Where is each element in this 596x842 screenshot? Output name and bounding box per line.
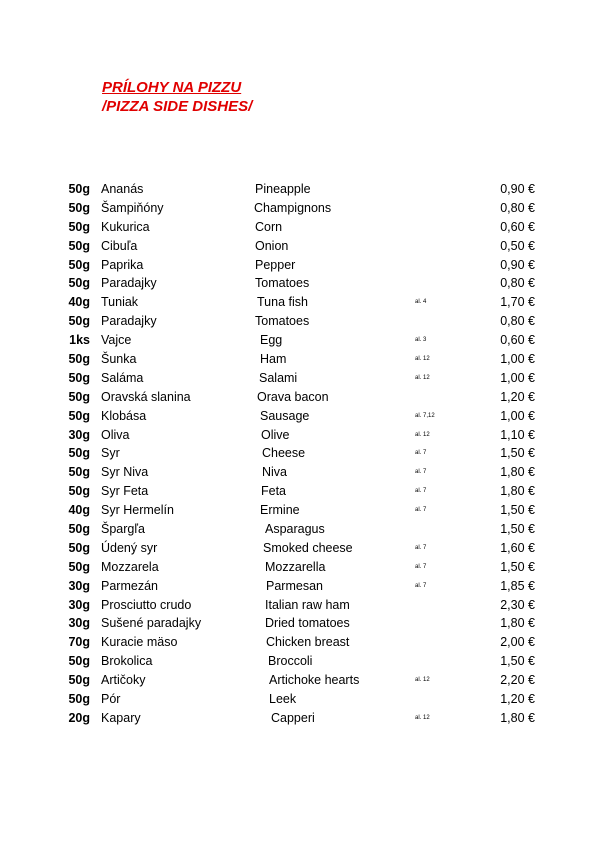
item-name-en: Capperi — [271, 710, 315, 725]
item-allergen: al. 12 — [415, 677, 430, 684]
item-name-en: Corn — [255, 219, 283, 234]
item-price: 2,20 € — [500, 673, 535, 688]
menu-item — [0, 331, 596, 350]
menu-item — [0, 463, 596, 482]
item-weight: 1ks — [69, 333, 90, 348]
item-allergen: al. 12 — [415, 431, 430, 438]
item-name-sk: Paradajky — [101, 276, 157, 291]
item-name-en: Salami — [259, 370, 298, 385]
item-weight: 50g — [68, 182, 90, 196]
menu-item — [0, 501, 596, 520]
item-price: 1,00 € — [500, 370, 535, 385]
item-weight: 50g — [68, 200, 90, 215]
menu-item — [0, 312, 596, 331]
item-name-en: Tuna fish — [257, 295, 308, 310]
menu-item — [0, 652, 596, 671]
item-weight: 30g — [68, 427, 90, 442]
item-allergen: al. 12 — [415, 374, 430, 381]
item-name-sk: Špargľa — [101, 522, 145, 537]
item-weight: 50g — [68, 446, 90, 461]
item-name-en: Cheese — [262, 446, 306, 461]
item-price: 2,30 € — [500, 597, 535, 612]
item-price: 0,80 € — [500, 314, 535, 329]
item-price: 1,50 € — [500, 503, 535, 518]
item-name-sk: Mozzarela — [101, 559, 159, 574]
item-name-en: Asparagus — [265, 522, 325, 537]
item-weight: 50g — [68, 352, 90, 367]
item-weight: 50g — [68, 257, 90, 272]
item-price: 1,50 € — [500, 446, 535, 461]
item-price: 1,20 € — [500, 692, 535, 707]
menu-item — [0, 388, 596, 407]
item-price: 1,20 € — [500, 389, 535, 404]
menu-item — [0, 558, 596, 577]
item-name-en: Artichoke hearts — [269, 673, 360, 688]
item-name-sk: Syr Hermelín — [101, 503, 174, 518]
item-name-sk: Šunka — [101, 352, 137, 367]
item-price: 1,80 € — [500, 710, 535, 725]
item-weight: 30g — [68, 616, 90, 631]
menu-item — [0, 237, 596, 256]
item-weight: 50g — [68, 465, 90, 480]
item-allergen: al. 7 — [415, 544, 427, 551]
menu-item — [0, 520, 596, 539]
menu-item — [0, 482, 596, 501]
item-price: 0,60 € — [500, 333, 535, 348]
menu-item — [0, 690, 596, 709]
item-name-en: Champignons — [254, 200, 332, 215]
item-weight: 50g — [68, 408, 90, 423]
item-price: 1,80 € — [500, 484, 535, 499]
item-name-sk: Vajce — [101, 333, 132, 348]
item-name-sk: Prosciutto crudo — [101, 597, 192, 612]
menu-item — [0, 256, 596, 275]
menu-item — [0, 274, 596, 293]
item-name-en: Tomatoes — [255, 314, 310, 329]
item-name-sk: Saláma — [101, 370, 144, 385]
menu-item — [0, 444, 596, 463]
item-weight: 50g — [68, 692, 90, 707]
menu-item — [0, 350, 596, 369]
item-allergen: al. 12 — [415, 714, 430, 721]
item-price: 0,80 € — [500, 276, 535, 291]
item-weight: 50g — [68, 276, 90, 291]
item-allergen: al. 4 — [415, 299, 427, 306]
menu-item — [0, 407, 596, 426]
item-name-en: Pepper — [255, 257, 296, 272]
item-allergen: al. 7,12 — [415, 412, 435, 419]
item-allergen: al. 7 — [415, 450, 427, 457]
item-name-sk: Šampiňóny — [101, 200, 164, 215]
item-weight: 50g — [68, 654, 90, 669]
item-name-sk: Brokolica — [101, 654, 153, 669]
item-price: 1,50 € — [500, 654, 535, 669]
item-name-sk: Tuniak — [101, 295, 139, 310]
item-name-en: Onion — [255, 238, 289, 253]
item-weight: 20g — [68, 710, 90, 725]
menu-item — [0, 671, 596, 690]
menu-item — [0, 614, 596, 633]
menu-item — [0, 709, 596, 728]
item-name-sk: Sušené paradajky — [101, 616, 202, 631]
item-name-sk: Údený syr — [101, 540, 158, 555]
item-allergen: al. 7 — [415, 582, 427, 589]
item-weight: 70g — [68, 635, 90, 650]
item-name-en: Egg — [260, 333, 283, 348]
item-allergen: al. 3 — [415, 337, 427, 344]
menu-list — [0, 180, 596, 728]
menu-item — [0, 539, 596, 558]
item-weight: 50g — [68, 540, 90, 555]
item-allergen: al. 7 — [415, 488, 427, 495]
item-price: 0,50 € — [500, 238, 535, 253]
item-name-sk: Parmezán — [101, 578, 158, 593]
item-name-en: Feta — [261, 484, 287, 499]
item-weight: 50g — [68, 238, 90, 253]
item-weight: 40g — [68, 295, 90, 310]
menu-item — [0, 369, 596, 388]
item-name-sk: Kapary — [101, 710, 141, 725]
menu-item — [0, 577, 596, 596]
item-name-en: Orava bacon — [257, 389, 329, 404]
item-name-sk: Syr — [101, 446, 120, 461]
item-name-en: Smoked cheese — [263, 540, 353, 555]
item-price: 1,10 € — [500, 427, 535, 442]
item-allergen: al. 12 — [415, 356, 430, 363]
menu-item — [0, 180, 596, 199]
menu-item — [0, 596, 596, 615]
item-name-sk: Kuracie mäso — [101, 635, 178, 650]
menu-subtitle: /PIZZA SIDE DISHES/ — [102, 98, 253, 115]
item-name-en: Chicken breast — [266, 635, 350, 650]
item-name-en: Italian raw ham — [265, 597, 350, 612]
item-name-sk: Pór — [101, 692, 121, 707]
item-name-sk: Oravská slanina — [101, 389, 191, 404]
item-name-en: Leek — [269, 692, 297, 707]
item-name-en: Sausage — [260, 408, 310, 423]
item-price: 1,60 € — [500, 540, 535, 555]
item-name-sk: Paprika — [101, 257, 144, 272]
item-name-en: Pineapple — [255, 182, 311, 196]
item-price: 1,00 € — [500, 408, 535, 423]
item-name-sk: Cibuľa — [101, 238, 138, 253]
item-weight: 50g — [68, 370, 90, 385]
item-name-sk: Syr Niva — [101, 465, 149, 480]
item-name-en: Mozzarella — [265, 559, 326, 574]
item-name-en: Dried tomatoes — [265, 616, 350, 631]
item-price: 1,00 € — [500, 352, 535, 367]
item-name-sk: Oliva — [101, 427, 130, 442]
item-name-en: Olive — [261, 427, 290, 442]
item-weight: 40g — [68, 503, 90, 518]
item-price: 1,80 € — [500, 616, 535, 631]
item-weight: 30g — [68, 578, 90, 593]
menu-item — [0, 293, 596, 312]
menu-item — [0, 199, 596, 218]
item-name-sk: Paradajky — [101, 314, 157, 329]
item-allergen: al. 7 — [415, 563, 427, 570]
item-weight: 50g — [68, 559, 90, 574]
menu-item — [0, 426, 596, 445]
item-price: 0,60 € — [500, 219, 535, 234]
item-price: 0,90 € — [500, 182, 535, 196]
item-name-en: Niva — [262, 465, 288, 480]
item-price: 1,80 € — [500, 465, 535, 480]
item-price: 1,85 € — [500, 578, 535, 593]
item-allergen: al. 7 — [415, 507, 427, 514]
menu-item — [0, 218, 596, 237]
item-name-sk: Artičoky — [101, 673, 146, 688]
menu-title: PRÍLOHY NA PIZZU — [102, 79, 242, 96]
item-name-en: Broccoli — [268, 654, 313, 669]
item-name-sk: Klobása — [101, 408, 147, 423]
item-weight: 50g — [68, 219, 90, 234]
item-weight: 50g — [68, 389, 90, 404]
item-price: 2,00 € — [500, 635, 535, 650]
item-weight: 50g — [68, 673, 90, 688]
item-weight: 50g — [68, 314, 90, 329]
item-name-en: Ham — [260, 352, 287, 367]
item-name-sk: Syr Feta — [101, 484, 149, 499]
item-name-en: Tomatoes — [255, 276, 310, 291]
item-price: 1,50 € — [500, 559, 535, 574]
item-weight: 30g — [68, 597, 90, 612]
item-weight: 50g — [68, 522, 90, 537]
item-name-sk: Ananás — [101, 182, 144, 196]
item-price: 1,70 € — [500, 295, 535, 310]
item-allergen: al. 7 — [415, 469, 427, 476]
item-name-en: Ermine — [260, 503, 300, 518]
item-price: 1,50 € — [500, 522, 535, 537]
item-weight: 50g — [68, 484, 90, 499]
item-price: 0,90 € — [500, 257, 535, 272]
item-name-en: Parmesan — [266, 578, 323, 593]
menu-item — [0, 633, 596, 652]
item-name-sk: Kukurica — [101, 219, 150, 234]
item-price: 0,80 € — [500, 200, 535, 215]
